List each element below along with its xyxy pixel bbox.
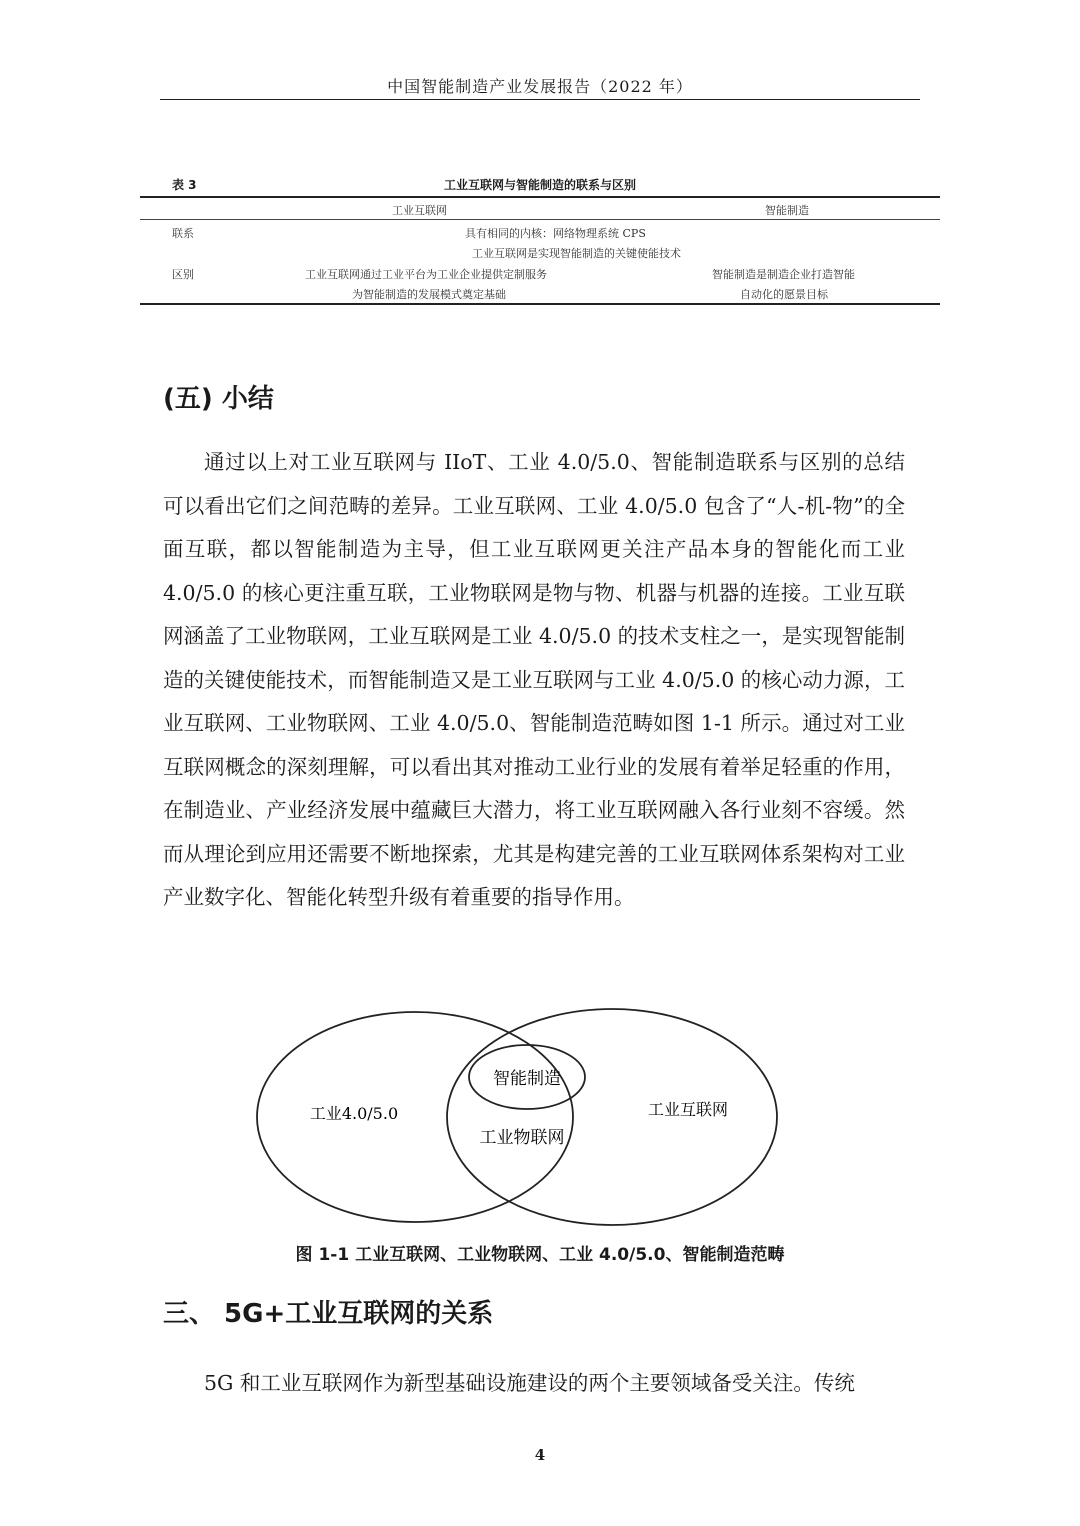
label-industrial-internet: 工业互联网 — [647, 1100, 729, 1119]
industry-4-5-ellipse — [257, 1012, 573, 1222]
page-number: 4 — [534, 1446, 546, 1464]
label-industrial-iot: 工业物联网 — [479, 1128, 565, 1148]
section-heading: (五) 小结 — [163, 384, 274, 414]
table-header-rule — [140, 219, 940, 220]
table-label: 表 3 — [172, 178, 197, 192]
table-col-header-internet: 工业互联网 — [392, 204, 447, 217]
table-row-label-diff: 区别 — [172, 268, 194, 281]
chapter-paragraph: 5G 和工业互联网作为新型基础设施建设的两个主要领域备受关注。传统 — [204, 1371, 855, 1395]
table-cell-diff-right-1: 智能制造是制造企业打造智能 — [712, 268, 855, 281]
header-rule — [160, 99, 920, 100]
summary-paragraph: 通过以上对工业互联网与 IIoT、工业 4.0/5.0、智能制造联系与区别的总结可以看出它们之间范畴的差异。工业互联网、工业 4.0/5.0 包含了“人-机-物”的全面互联，都以智能制造为主导，但工业互联网更关注产品本身的智能化而工业 4.0/5.0 的核心更注重互联，工业物联网是物与物、机器与机器的连接。工业互联网涵盖了工业物联网，工业互联网是工业 4.0/5.0 的技术支柱之一，是实现智能制造的关键使能技术，而智能制造又是工业互联网与工业 4.0/5.0 的核心动力源，工业互联网、工业物联网、工业 4.0/5.0、智能制造范畴如图 1-1 所示。通过对工业互联网概念的深刻理解，可以看出其对推动工业行业的发展有着举足轻重的作用，在制造业、产业经济发展中蕴藏巨大潜力，将工业互联网融入各行业刻不容缓。然而从理论到应用还需要不断地探索，尤其是构建完善的工业互联网体系架构对工业产业数字化、智能化转型升级有着重要的指导作用。 — [163, 450, 905, 909]
figure-caption: 图 1-1 工业互联网、工业物联网、工业 4.0/5.0、智能制造范畴 — [295, 1245, 785, 1265]
running-header: 中国智能制造产业发展报告（2022 年） — [387, 77, 693, 96]
table-bottom-rule — [140, 303, 940, 305]
table-col-header-smart: 智能制造 — [765, 204, 809, 217]
chapter-heading: 三、 5G+工业互联网的关系 — [163, 1299, 494, 1329]
label-industry-4-5: 工业4.0/5.0 — [309, 1104, 399, 1123]
table-cell-diff-left-1: 工业互联网通过工业平台为工业企业提供定制服务 — [305, 268, 547, 281]
label-smart-manufacturing: 智能制造 — [493, 1069, 561, 1089]
table-cell-link-2: 工业互联网是实现智能制造的关键使能技术 — [472, 247, 681, 260]
table-row-label-link: 联系 — [172, 227, 194, 240]
venn-diagram — [250, 1005, 830, 1230]
table-cell-diff-right-2: 自动化的愿景目标 — [740, 288, 828, 301]
table-cell-diff-left-2: 为智能制造的发展模式奠定基础 — [352, 288, 506, 301]
table-title-row — [140, 176, 940, 196]
table-caption: 工业互联网与智能制造的联系与区别 — [443, 178, 636, 192]
table-top-rule — [140, 196, 940, 198]
table-cell-link-1: 具有相同的内核：网络物理系统 CPS — [465, 227, 646, 240]
